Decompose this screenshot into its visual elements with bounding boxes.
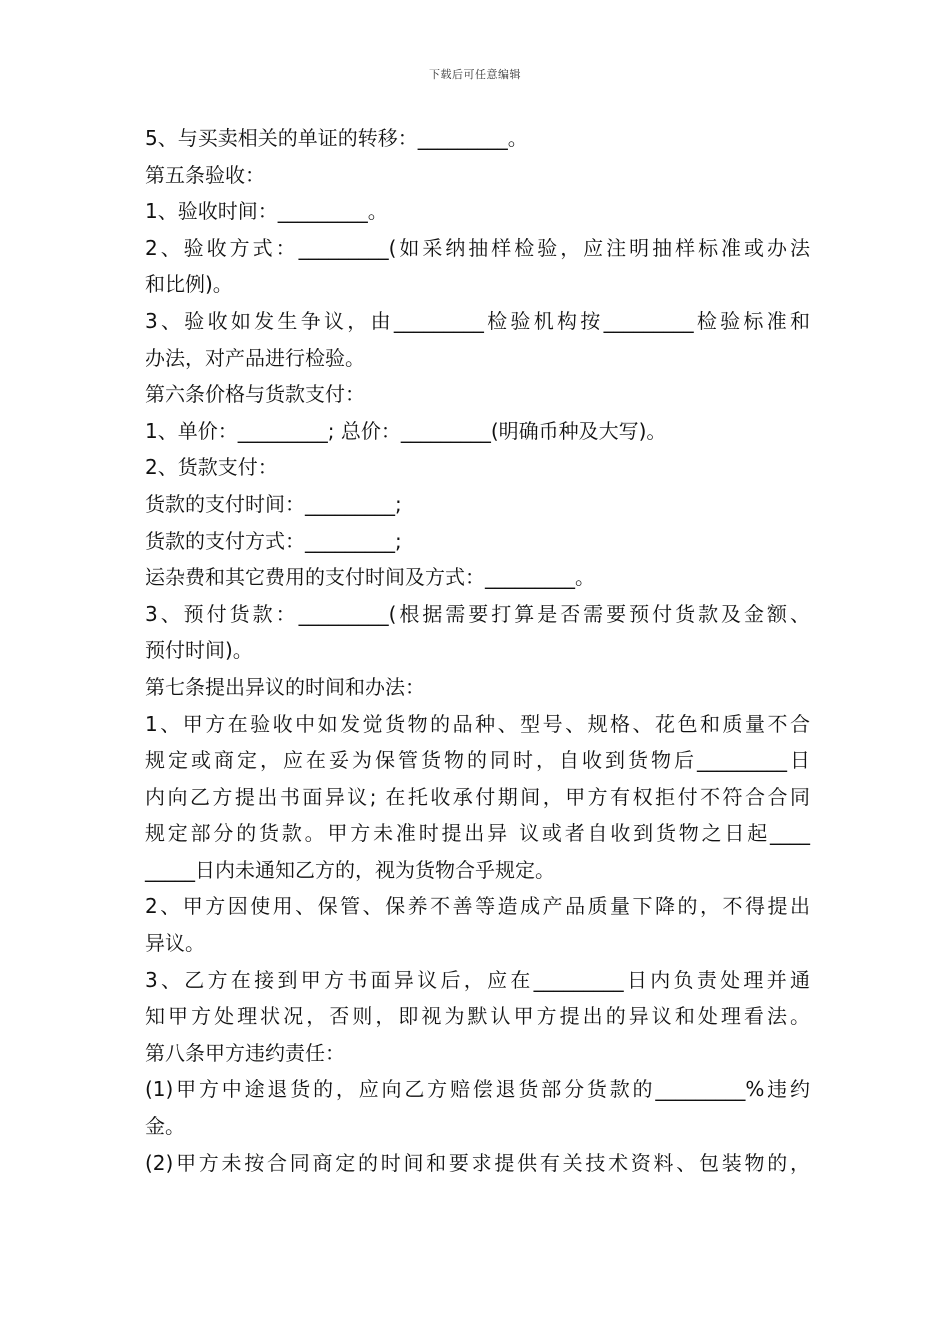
text-line: 内向乙方提出书面异议; 在托收承付期间，甲方有权拒付不符合合同 <box>145 784 810 809</box>
text-line: 金。 <box>145 1114 185 1139</box>
text-line: 2、货款支付： <box>145 455 278 480</box>
section-heading: 第六条价格与货款支付： <box>145 382 365 407</box>
section-heading: 第八条甲方违约责任： <box>145 1040 345 1065</box>
text-line: 3、验收如发生争议，由_________检验机构按_________检验标准和 <box>145 308 810 333</box>
text-line: 异议。 <box>145 931 205 956</box>
text-line: 规定或商定，应在妥为保管货物的同时，自收到货物后_________日 <box>145 748 810 773</box>
text-line: 预付时间)。 <box>145 638 253 663</box>
section-heading: 第七条提出异议的时间和办法： <box>145 674 425 699</box>
text-line: 2、甲方因使用、保管、保养不善等造成产品质量下降的，不得提出 <box>145 894 810 919</box>
text-line: 规定部分的货款。甲方未准时提出异 议或者自收到货物之日起____ <box>145 821 810 846</box>
text-line: 1、甲方在验收中如发觉货物的品种、型号、规格、花色和质量不合 <box>145 711 810 736</box>
text-line: 1、验收时间：_________。 <box>145 199 388 224</box>
text-line: 3、预付货款：_________(根据需要打算是否需要预付货款及金额、 <box>145 601 810 626</box>
text-line: 知甲方处理状况，否则，即视为默认甲方提出的异议和处理看法。 <box>145 1004 810 1029</box>
text-line: (2)甲方未按合同商定的时间和要求提供有关技术资料、包装物的， <box>145 1150 810 1175</box>
text-line: 2、验收方式：_________(如采纳抽样检验，应注明抽样标准或办法 <box>145 235 810 260</box>
page-header: 下载后可任意编辑 <box>429 68 521 81</box>
text-line: _____日内未通知乙方的，视为货物合乎规定。 <box>145 857 555 882</box>
text-line: (1)甲方中途退货的，应向乙方赔偿退货部分货款的_________%违约 <box>145 1077 810 1102</box>
text-line: 货款的支付时间：_________; <box>145 491 402 516</box>
text-line: 5、与买卖相关的单证的转移：_________。 <box>145 126 528 150</box>
text-line: 1、单价：_________; 总价：_________(明确币种及大写)。 <box>145 418 667 443</box>
document-body <box>145 120 810 1181</box>
text-line: 办法，对产品进行检验。 <box>145 345 365 370</box>
text-line: 3、乙方在接到甲方书面异议后，应在_________日内负责处理并通 <box>145 967 810 992</box>
section-heading: 第五条验收： <box>145 162 265 187</box>
text-line: 运杂费和其它费用的支付时间及方式：_________。 <box>145 565 595 590</box>
text-line: 货款的支付方式：_________; <box>145 528 402 553</box>
text-line: 和比例)。 <box>145 272 233 297</box>
